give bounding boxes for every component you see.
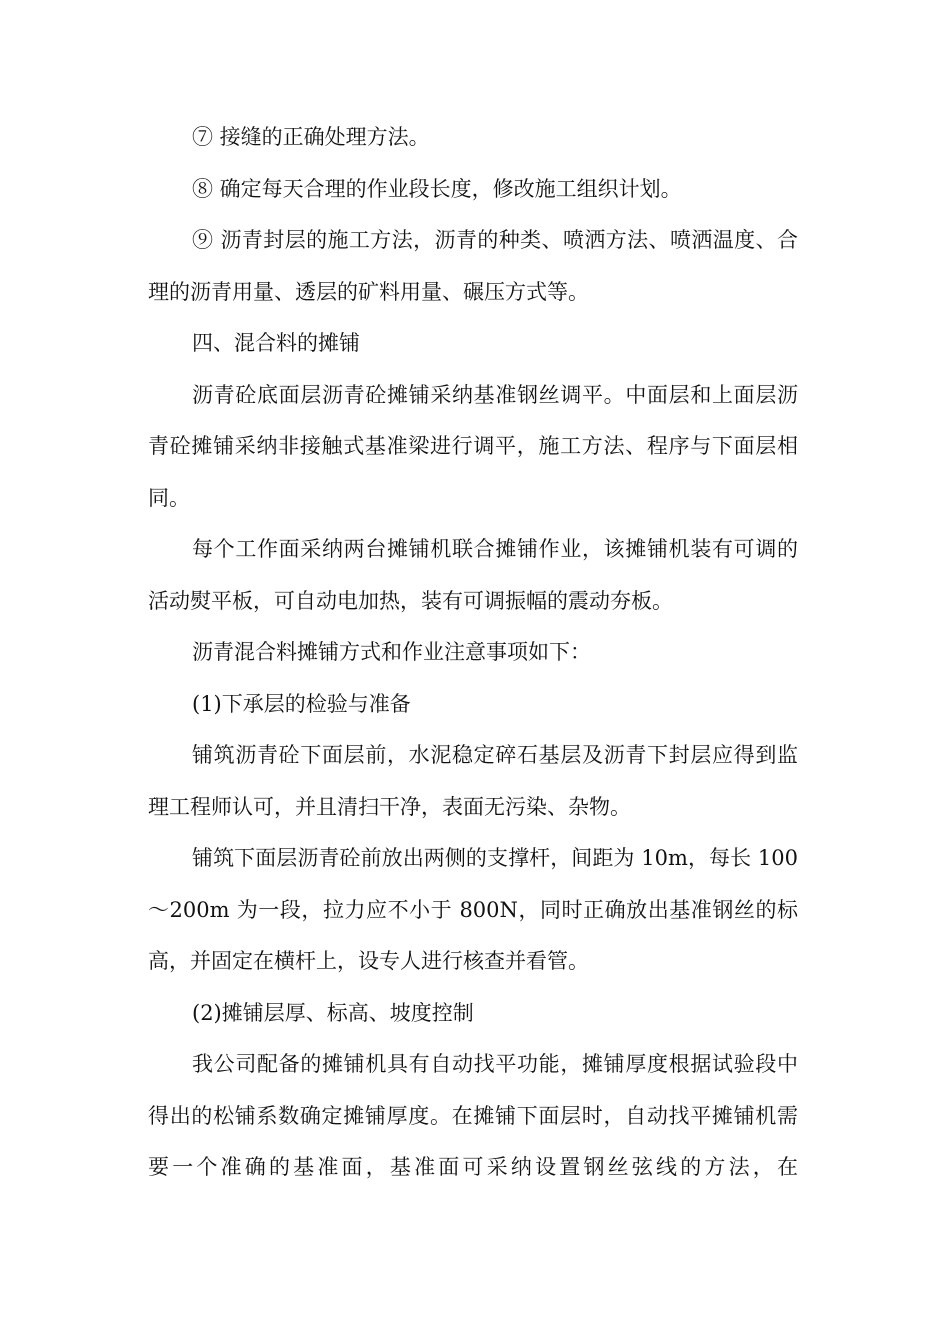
paragraph-support-rods: 铺筑下面层沥青砼前放出两侧的支撑杆，间距为 10m，每长 100～200m 为一段，拉力应不小于 800N，同时正确放出基准钢丝的标高，并固定在横杆上，设专人进行核查并看管。 bbox=[148, 846, 798, 973]
paragraph-base-check: 铺筑沥青砼下面层前，水泥稳定碎石基层及沥青下封层应得到监理工程师认可，并且清扫干净，表面无污染、杂物。 bbox=[148, 743, 798, 819]
paragraph-leveling: 沥青砼底面层沥青砼摊铺采纳基准钢丝调平。中面层和上面层沥青砼摊铺采纳非接触式基准梁进行调平，施工方法、程序与下面层相同。 bbox=[148, 382, 798, 510]
paragraph-notes-intro: 沥青混合料摊铺方式和作业注意事项如下： bbox=[192, 640, 591, 664]
section-heading-4: 四、混合料的摊铺 bbox=[192, 331, 360, 355]
document-body bbox=[148, 112, 798, 1194]
subheading-1: (1)下承层的检验与准备 bbox=[192, 691, 411, 716]
list-item-7: ⑦ 接缝的正确处理方法。 bbox=[192, 125, 430, 149]
paragraph-auto-leveling: 我公司配备的摊铺机具有自动找平功能，摊铺厚度根据试验段中得出的松铺系数确定摊铺厚度。在摊铺下面层时，自动找平摊铺机需要一个准确的基准面，基准面可采纳设置钢丝弦线的方法，在 bbox=[148, 1052, 798, 1179]
paragraph-pavers: 每个工作面采纳两台摊铺机联合摊铺作业，该摊铺机装有可调的活动熨平板，可自动电加热，装有可调振幅的震动夯板。 bbox=[148, 537, 798, 613]
list-item-9: ⑨ 沥青封层的施工方法，沥青的种类、喷洒方法、喷洒温度、合理的沥青用量、透层的矿料用量、碾压方式等。 bbox=[148, 228, 798, 304]
subheading-2: (2)摊铺层厚、标高、坡度控制 bbox=[192, 1000, 474, 1025]
list-item-8: ⑧ 确定每天合理的作业段长度，修改施工组织计划。 bbox=[192, 176, 682, 201]
